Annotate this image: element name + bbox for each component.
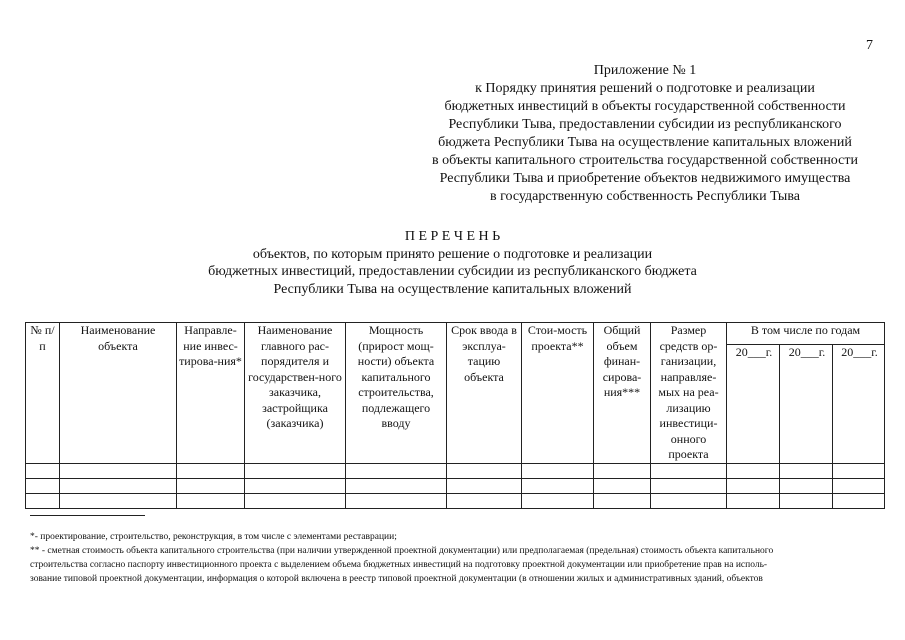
header-cell: Общий объем финан-сирова-ния***	[594, 323, 651, 464]
footnote-line: ** - сметная стоимость объекта капитального строительства (при наличии утвержденной проектной документации) или предполагаемая (предельная) стоимость объекта капитального	[30, 546, 774, 556]
footnotes-block	[30, 530, 885, 586]
footnote-divider	[30, 515, 145, 516]
header-cell: Наименование главного рас-порядителя и государствен-ного заказчика, застройщика (заказчика)	[245, 323, 346, 464]
footnote-line: строительства согласно паспорту инвестиционного проекта с выделением объема бюджетных инвестиций на подготовку проектной документации или приобретение прав на исполь-	[30, 560, 768, 570]
title-line: объектов, по которым принято решение о подготовке и реализации	[252, 246, 653, 262]
year-header: 20___г.	[780, 344, 833, 463]
page-number: 7	[866, 38, 873, 53]
year-header: 20___г.	[833, 344, 885, 463]
footnote-line: *- проектирование, строительство, реконструкция, в том числе с элементами реставрации;	[30, 532, 397, 542]
header-cell: № п/п	[26, 323, 60, 464]
title-line: бюджетных инвестиций, предоставлении субсидии из республиканского бюджета	[208, 264, 697, 279]
header-cell: Стои-мость проекта**	[522, 323, 594, 464]
table-row	[26, 463, 885, 478]
appendix-line: Республики Тыва, предоставлении субсидии из республиканского	[448, 117, 842, 132]
table-header-row	[26, 323, 885, 345]
appendix-line: бюджета Республики Тыва на осуществление капитальных вложений	[438, 135, 852, 150]
years-group-header: В том числе по годам	[727, 323, 885, 345]
header-cell: Наименование объекта	[60, 323, 177, 464]
footnote-line: зование типовой проектной документации, информация о которой включена в реестр типовой проектной документации (в отношении жилых и административных зданий, объектов	[30, 574, 763, 584]
objects-table	[25, 322, 885, 509]
appendix-line: бюджетных инвестиций в объекты государственной собственности	[444, 99, 846, 114]
appendix-line: в объекты капитального строительства государственной собственности	[432, 153, 858, 168]
title-block	[0, 228, 905, 298]
title-line: Республики Тыва на осуществление капитальных вложений	[273, 281, 632, 297]
header-cell: Размер средств ор-ганизации, направляе-мых на реа-лизацию инвестици-онного проекта	[651, 323, 727, 464]
document-heading: П Е Р Е Ч Е Н Ь	[404, 229, 501, 244]
year-header: 20___г.	[727, 344, 780, 463]
header-cell: Направле-ние инвес-тирова-ния*	[177, 323, 245, 464]
appendix-line: к Порядку принятия решений о подготовке и реализации	[475, 81, 815, 96]
table-row	[26, 478, 885, 493]
appendix-block	[380, 62, 905, 206]
header-cell: Мощность (прирост мощ-ности) объекта капитального строительства, подлежащего вводу	[346, 323, 447, 464]
appendix-line: в государственную собственность Республики Тыва	[490, 189, 800, 204]
appendix-line: Приложение № 1	[593, 63, 697, 78]
header-cell: Срок ввода в эксплуа-тацию объекта	[447, 323, 522, 464]
appendix-line: Республики Тыва и приобретение объектов недвижимого имущества	[439, 171, 851, 186]
table-row	[26, 493, 885, 508]
